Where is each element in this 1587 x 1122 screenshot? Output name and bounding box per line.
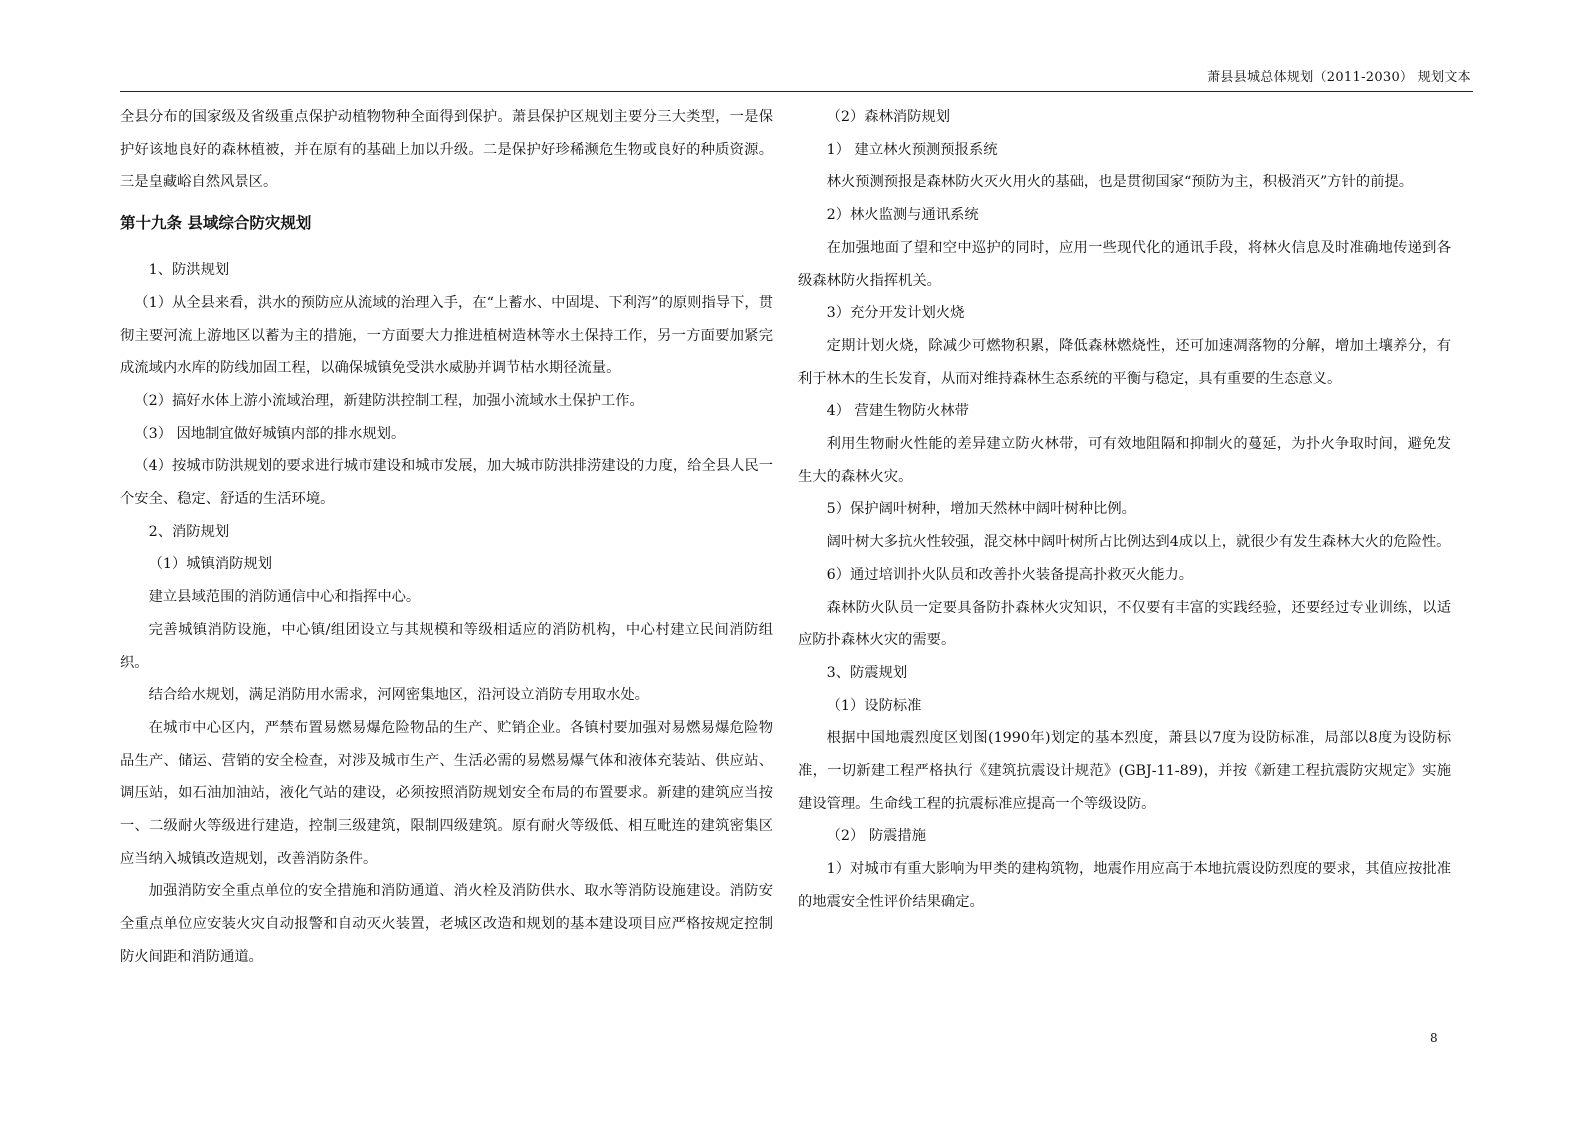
subsection-title: 1） 建立林火预测预报系统 [826, 141, 998, 158]
paragraph: 根据中国地震烈度区划图(1990年)划定的基本烈度，萧县以7度为设防标准，局部以8度为设防标准，一切新建工程严格执行《建筑抗震设计规范》(GBJ-11-89)，并按《新建工程抗震防灾规定》实施建设管理。生命线工程的抗震标准应提高一个等级设防。 [798, 730, 1451, 812]
subsection-title: （2）森林消防规划 [826, 109, 951, 125]
subsection-title: 1、防洪规划 [148, 262, 230, 279]
document-title: 萧县县城总体规划（2011-2030） 规划文本 [1207, 70, 1471, 85]
paragraph: 森林防火队员一定要具备防扑森林火灾知识，不仅要有丰富的实践经验，还要经过专业训练，以适应防扑森林火灾的需要。 [798, 599, 1451, 649]
page-header [120, 64, 1473, 92]
paragraph: 1）对城市有重大影响为甲类的建构筑物，地震作用应高于本地抗震设防烈度的要求，其值应按批准的地震安全性评价结果确定。 [798, 861, 1451, 910]
paragraph: 林火预测预报是森林防火灭火用火的基础，也是贯彻国家“预防为主，积极消灭”方针的前提。 [826, 174, 1414, 191]
paragraph: 加强消防安全重点单位的安全措施和消防通道、消火栓及消防供水、取水等消防设施建设。消防安全重点单位应安装火灾自动报警和自动灭火装置，老城区改造和规划的基本建设项目应严格按规定控制防火间距和消防通道。 [120, 883, 773, 965]
subsection-title: （1）城镇消防规划 [148, 556, 273, 573]
subsection-title: 3）充分开发计划火烧 [826, 305, 965, 322]
paragraph: （1）从全县来看，洪水的预防应从流域的治理入手，在“上蓄水、中固堤、下利泻”的原则指导下，贯彻主要河流上游地区以蓄为主的措施，一方面要大力推进植树造林等水土保持工作，另一方面要加紧完成流域内水库的防线加固工程，以确保城镇免受洪水威胁并调节枯水期径流量。 [120, 294, 773, 377]
left-column [120, 101, 773, 974]
subsection-title: 2）林火监测与通讯系统 [826, 207, 979, 224]
paragraph: 建立县域范围的消防通信中心和指挥中心。 [148, 589, 421, 606]
section-heading: 第十九条 县域综合防灾规划 [120, 214, 312, 233]
page-number: 8 [1430, 1031, 1438, 1045]
paragraph: 完善城镇消防设施，中心镇/组团设立与其规模和等级相适应的消防机构，中心村建立民间消防组织。 [120, 621, 773, 671]
paragraph: 在城市中心区内，严禁布置易燃易爆危险物品的生产、贮销企业。各镇村要加强对易燃易爆危险物品生产、储运、营销的安全检查，对涉及城市生产、生活必需的易燃易爆气体和液体充装站、供应站、调压站，如石油加油站，液化气站的建设，必须按照消防规划安全布局的布置要求。新建的建筑应当按一、二级耐火等级进行建造，控制三级建筑，限制四级建筑。原有耐火等级低、相互毗连的建筑密集区应当纳入城镇改造规划，改善消防条件。 [120, 719, 773, 867]
subsection-title: （2） 防震措施 [826, 828, 927, 845]
paragraph: 定期计划火烧，除减少可燃物积累，降低森林燃烧性，还可加速凋落物的分解，增加土壤养分，有利于林木的生长发育，从而对维持森林生态系统的平衡与稳定，具有重要的生态意义。 [798, 337, 1451, 387]
paragraph: （3） 因地制宜做好城镇内部的排水规划。 [134, 425, 406, 442]
paragraph: 结合给水规划，满足消防用水需求，河网密集地区，沿河设立消防专用取水处。 [148, 687, 649, 704]
paragraph: 利用生物耐火性能的差异建立防火林带，可有效地阻隔和抑制火的蔓延，为扑火争取时间，避免发生大的森林火灾。 [798, 436, 1451, 485]
subsection-title: 6）通过培训扑火队员和改善扑火装备提高扑救灭火能力。 [826, 566, 1194, 583]
subsection-title: 5）保护阔叶树种，增加天然林中阔叶树种比例。 [826, 501, 1136, 518]
subsection-title: 2、消防规划 [148, 523, 230, 540]
paragraph: 全县分布的国家级及省级重点保护动植物物种全面得到保护。萧县保护区规划主要分三大类型，一是保护好该地良好的森林植被，并在原有的基础上加以升级。二是保护好珍稀濒危生物或良好的种质资源。三是皇藏峪自然风景区。 [120, 109, 773, 191]
subsection-title: 3、防震规划 [826, 664, 908, 681]
paragraph: 阔叶树大多抗火性较强，混交林中阔叶树所占比例达到4成以上，就很少有发生森林大火的危险性。 [826, 534, 1451, 551]
paragraph: （2）搞好水体上游小流域治理，新建防洪控制工程，加强小流域水土保护工作。 [134, 392, 644, 409]
paragraph: （4）按城市防洪规划的要求进行城市建设和城市发展，加大城市防洪排涝建设的力度，给全县人民一个安全、稳定、舒适的生活环境。 [120, 458, 773, 508]
subsection-title: 4） 营建生物防火林带 [826, 403, 969, 420]
right-column [798, 101, 1451, 919]
subsection-title: （1）设防标准 [826, 697, 922, 714]
paragraph: 在加强地面了望和空中巡护的同时，应用一些现代化的通讯手段，将林火信息及时准确地传递到各级森林防火指挥机关。 [798, 239, 1451, 289]
